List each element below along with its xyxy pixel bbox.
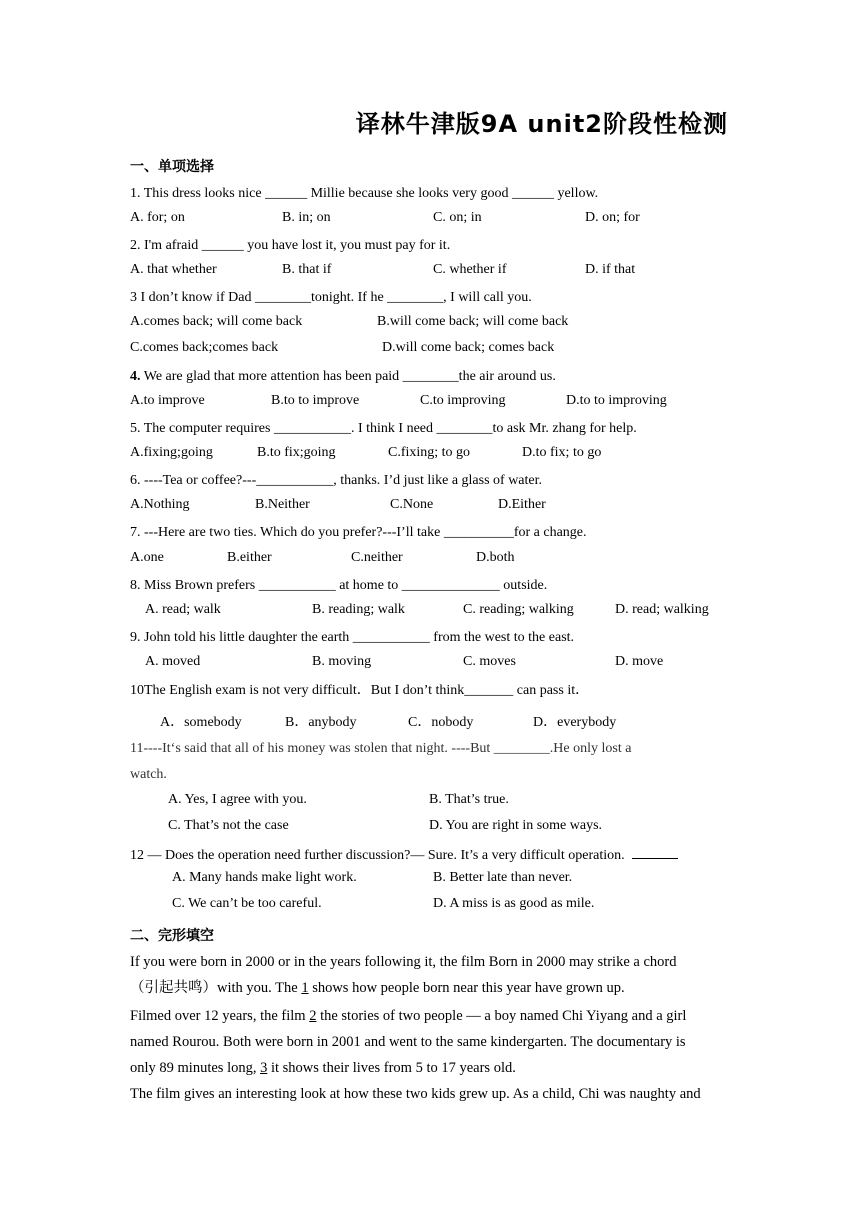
question-1-stem: 1. This dress looks nice ______ Millie because she looks very good ______ yellow. xyxy=(130,186,599,201)
q3-option-d: D.will come back; comes back xyxy=(382,340,555,355)
q7-option-d: D.both xyxy=(476,550,515,565)
section-heading-cloze: 二、完形填空 xyxy=(130,928,214,944)
q4-option-d: D.to to improving xyxy=(566,393,667,408)
q11-option-b: B. That’s true. xyxy=(429,792,509,807)
q6-option-a: A.Nothing xyxy=(130,497,190,512)
passage-text: Filmed over 12 years, the film xyxy=(130,1008,310,1024)
question-5-stem: 5. The computer requires ___________. I think I need ________to ask Mr. zhang for help. xyxy=(130,421,637,436)
q1-option-c: C. on; in xyxy=(433,210,482,225)
q3-option-b: B.will come back; will come back xyxy=(377,314,569,329)
passage-text: only 89 minutes long, xyxy=(130,1060,261,1076)
q1-option-d: D. on; for xyxy=(585,210,640,225)
q8-option-a: A. read; walk xyxy=(145,602,221,617)
passage-text: it shows their lives from 5 to 17 years old. xyxy=(267,1060,516,1076)
blank-number-1: 1 xyxy=(301,980,309,996)
q4-option-b: B.to to improve xyxy=(271,393,360,408)
q8-option-d: D. read; walking xyxy=(615,602,709,617)
q4-option-a: A.to improve xyxy=(130,393,205,408)
q11-option-c: C. That’s not the case xyxy=(168,818,289,833)
q2-option-d: D. if that xyxy=(585,262,636,277)
q2-option-b: B. that if xyxy=(282,262,332,277)
question-8-stem: 8. Miss Brown prefers ___________ at home to ______________ outside. xyxy=(130,578,548,593)
q11-option-a: A. Yes, I agree with you. xyxy=(168,792,307,807)
q11-option-d: D. You are right in some ways. xyxy=(429,818,603,833)
q8-option-c: C. reading; walking xyxy=(463,602,574,617)
question-10-stem: 10The English exam is not very difficult．But I don’t think_______ can pass it． xyxy=(130,683,590,698)
q5-option-c: C.fixing; to go xyxy=(388,445,471,460)
q10-option-d: D．everybody xyxy=(533,715,617,730)
question-4-number: 4. xyxy=(130,369,141,384)
q9-option-c: C. moves xyxy=(463,654,516,669)
question-11-stem: 11----It‘s said that all of his money was stolen that night. ----But ________.He only lost a xyxy=(130,741,632,756)
q12-option-a: A. Many hands make light work. xyxy=(172,870,357,885)
q4-option-c: C.to improving xyxy=(420,393,506,408)
q10-option-c: C．nobody xyxy=(408,715,474,730)
q6-option-d: D.Either xyxy=(498,497,546,512)
passage-text: the stories of two people — a boy named Chi Yiyang and a girl xyxy=(316,1008,687,1024)
q3-option-a: A.comes back; will come back xyxy=(130,314,303,329)
q8-option-b: B. reading; walk xyxy=(312,602,405,617)
passage-line: named Rourou. Both were born in 2001 and went to the same kindergarten. The documentary is xyxy=(130,1034,686,1050)
question-6-stem: 6. ----Tea or coffee?---___________, thanks. I’d just like a glass of water. xyxy=(130,473,543,488)
question-4-stem xyxy=(130,367,556,387)
q6-option-c: C.None xyxy=(390,497,434,512)
q2-option-a: A. that whether xyxy=(130,262,217,277)
question-12-stem xyxy=(130,844,678,866)
question-11-stem-continued: watch. xyxy=(130,767,167,782)
q6-option-b: B.Neither xyxy=(255,497,310,512)
q7-option-c: C.neither xyxy=(351,550,403,565)
passage-line xyxy=(130,1055,730,1081)
question-4-text: We are glad that more attention has been paid ________the air around us. xyxy=(140,369,556,384)
q5-option-a: A.fixing;going xyxy=(130,445,213,460)
q5-option-b: B.to fix;going xyxy=(257,445,336,460)
blank-number-3: 3 xyxy=(260,1060,268,1076)
question-7-stem: 7. ---Here are two ties. Which do you prefer?---I’ll take __________for a change. xyxy=(130,525,587,540)
passage-text: shows how people born near this year have grown up. xyxy=(308,980,625,996)
section-heading-multiple-choice: 一、单项选择 xyxy=(130,159,214,175)
answer-blank xyxy=(632,844,678,859)
q5-option-d: D.to fix; to go xyxy=(522,445,602,460)
q10-option-a: A．somebody xyxy=(160,715,242,730)
q7-option-a: A.one xyxy=(130,550,164,565)
q1-option-a: A. for; on xyxy=(130,210,185,225)
passage-line: The film gives an interesting look at how these two kids grew up. As a child, Chi was naughty and xyxy=(130,1086,701,1102)
document-title: 译林牛津版9A unit2阶段性检测 xyxy=(355,110,728,138)
q9-option-a: A. moved xyxy=(145,654,201,669)
passage-text: （引起共鸣）with you. The xyxy=(130,980,302,996)
passage-line xyxy=(130,975,730,1001)
q7-option-b: B.either xyxy=(227,550,272,565)
q12-option-c: C. We can’t be too careful. xyxy=(172,896,322,911)
q12-option-d: D. A miss is as good as mile. xyxy=(433,896,595,911)
question-9-stem: 9. John told his little daughter the earth ___________ from the west to the east. xyxy=(130,630,575,645)
q2-option-c: C. whether if xyxy=(433,262,507,277)
blank-number-2: 2 xyxy=(309,1008,317,1024)
passage-line xyxy=(130,1003,730,1029)
q9-option-d: D. move xyxy=(615,654,664,669)
question-12-text: 12 — Does the operation need further discussion?— Sure. It’s a very difficult operation. xyxy=(130,848,625,863)
q1-option-b: B. in; on xyxy=(282,210,331,225)
q3-option-c: C.comes back;comes back xyxy=(130,340,279,355)
cloze-passage xyxy=(130,949,730,1107)
q9-option-b: B. moving xyxy=(312,654,372,669)
q10-option-b: B．anybody xyxy=(285,715,357,730)
q12-option-b: B. Better late than never. xyxy=(433,870,573,885)
question-3-stem: 3 I don’t know if Dad ________tonight. If he ________, I will call you. xyxy=(130,290,532,305)
passage-line: If you were born in 2000 or in the years following it, the film Born in 2000 may strike a chord xyxy=(130,954,677,970)
question-2-stem: 2. I'm afraid ______ you have lost it, you must pay for it. xyxy=(130,238,451,253)
